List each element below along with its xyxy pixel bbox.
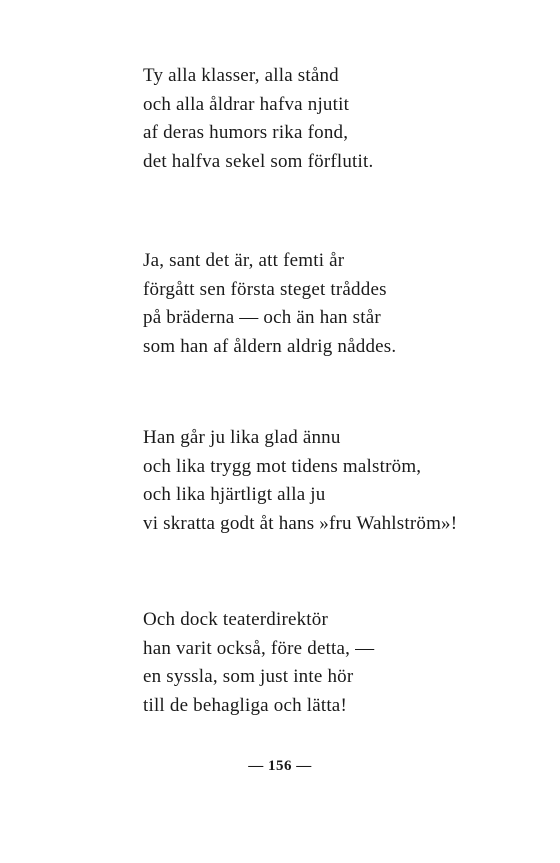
verse-line: på bräderna — och än han står bbox=[143, 307, 381, 328]
verse-line: och lika hjärtligt alla ju bbox=[143, 484, 326, 505]
verse-line: Ty alla klasser, alla stånd bbox=[143, 65, 339, 86]
stanza-4 bbox=[143, 606, 374, 720]
verse-line: han varit också, före detta, — bbox=[143, 637, 375, 659]
verse-line: och lika trygg mot tidens malström, bbox=[143, 455, 422, 477]
verse-line: af deras humors rika fond, bbox=[143, 122, 349, 143]
verse-line: det halfva sekel som förflutit. bbox=[143, 150, 374, 172]
verse-line: som han af åldern aldrig nåddes. bbox=[143, 335, 397, 357]
verse-line: Han går ju lika glad ännu bbox=[143, 427, 341, 448]
verse-line: till de behagliga och lätta! bbox=[143, 694, 347, 716]
verse-line: och alla åldrar hafva njutit bbox=[143, 93, 350, 115]
verse-line: förgått sen första steget tråddes bbox=[143, 278, 387, 300]
stanza-2 bbox=[143, 247, 396, 361]
verse-line: Och dock teaterdirektör bbox=[143, 609, 329, 630]
verse-line: vi skratta godt åt hans »fru Wahlström»! bbox=[143, 512, 458, 534]
verse-line: en syssla, som just inte hör bbox=[143, 666, 354, 687]
stanza-1 bbox=[143, 62, 373, 176]
stanza-3 bbox=[143, 424, 457, 538]
verse-line: Ja, sant det är, att femti år bbox=[143, 250, 345, 271]
page-number: — 156 — bbox=[248, 758, 312, 774]
